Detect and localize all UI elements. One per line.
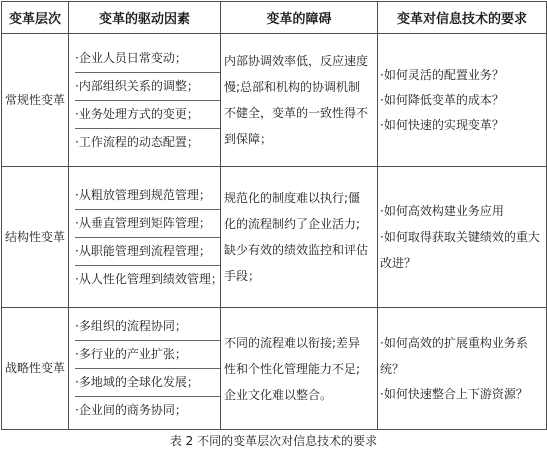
driver-item: ·内部组织关系的调整； <box>75 73 220 101</box>
requirements-cell <box>378 34 547 167</box>
obstacles-cell <box>221 34 378 167</box>
obstacles-cell <box>221 167 378 308</box>
table-row <box>2 34 547 167</box>
obstacles-text: 不同的流程难以衔接;差异性和个性化管理能力不足;企业文化难以整合。 <box>224 335 361 402</box>
requirement-item: ·如何高效构建业务应用 <box>380 203 504 218</box>
header-drivers: 变革的驱动因素 <box>69 2 221 34</box>
drivers-cell <box>69 34 221 167</box>
drivers-cell <box>69 167 221 308</box>
requirement-item: ·如何快速整合上下游资源？ <box>380 387 528 401</box>
driver-item: ·企业人员日常变动； <box>75 45 220 73</box>
requirements-cell <box>378 308 547 430</box>
driver-item: ·企业间的商务协同； <box>75 403 187 417</box>
change-requirements-table <box>1 1 547 430</box>
requirement-item: ·如何取得获取关键绩效的重大改进？ <box>380 229 540 270</box>
header-obstacles: 变革的障碍 <box>221 2 378 34</box>
table-caption: 表 2 不同的变革层次对信息技术的要求 <box>169 434 378 448</box>
driver-item: ·多地域的全球化发展； <box>75 369 220 397</box>
obstacles-text: 规范化的制度难以执行;僵化的流程制约了企业活力;缺少有效的绩效监控和评估手段； <box>224 191 369 283</box>
driver-item: ·从垂直管理到矩阵管理； <box>75 210 220 238</box>
requirement-item: ·如何高效的扩展重构业务系统？ <box>380 336 528 376</box>
requirement-item: ·如何快速的实现变革？ <box>380 117 504 132</box>
obstacles-text: 内部协调效率低，反应速度慢;总部和机构的协调机制不健全，变革的一致性得不到保障； <box>224 54 369 146</box>
driver-item: ·从粗放管理到规范管理； <box>75 182 220 210</box>
requirement-item: ·如何灵活的配置业务？ <box>380 67 504 82</box>
header-level: 变革层次 <box>2 2 69 34</box>
table-row <box>2 167 547 308</box>
drivers-cell <box>69 308 221 430</box>
header-requirements: 变革对信息技术的要求 <box>378 2 547 34</box>
level-cell: 战略性变革 <box>2 308 69 430</box>
driver-item: ·从职能管理到流程管理； <box>75 238 220 266</box>
obstacles-cell <box>221 308 378 430</box>
table-header-row <box>2 2 547 34</box>
driver-item: ·业务处理方式的变更； <box>75 101 220 129</box>
driver-item: ·从人性化管理到绩效管理； <box>75 271 223 286</box>
requirement-item: ·如何降低变革的成本？ <box>380 92 504 107</box>
level-cell: 结构性变革 <box>2 167 69 308</box>
level-cell: 常规性变革 <box>2 34 69 167</box>
table-row <box>2 308 547 430</box>
driver-item: ·工作流程的动态配置； <box>75 134 199 149</box>
driver-item: ·多组织的流程协同； <box>75 313 220 341</box>
driver-item: ·多行业的产业扩张； <box>75 341 220 369</box>
requirements-cell <box>378 167 547 308</box>
